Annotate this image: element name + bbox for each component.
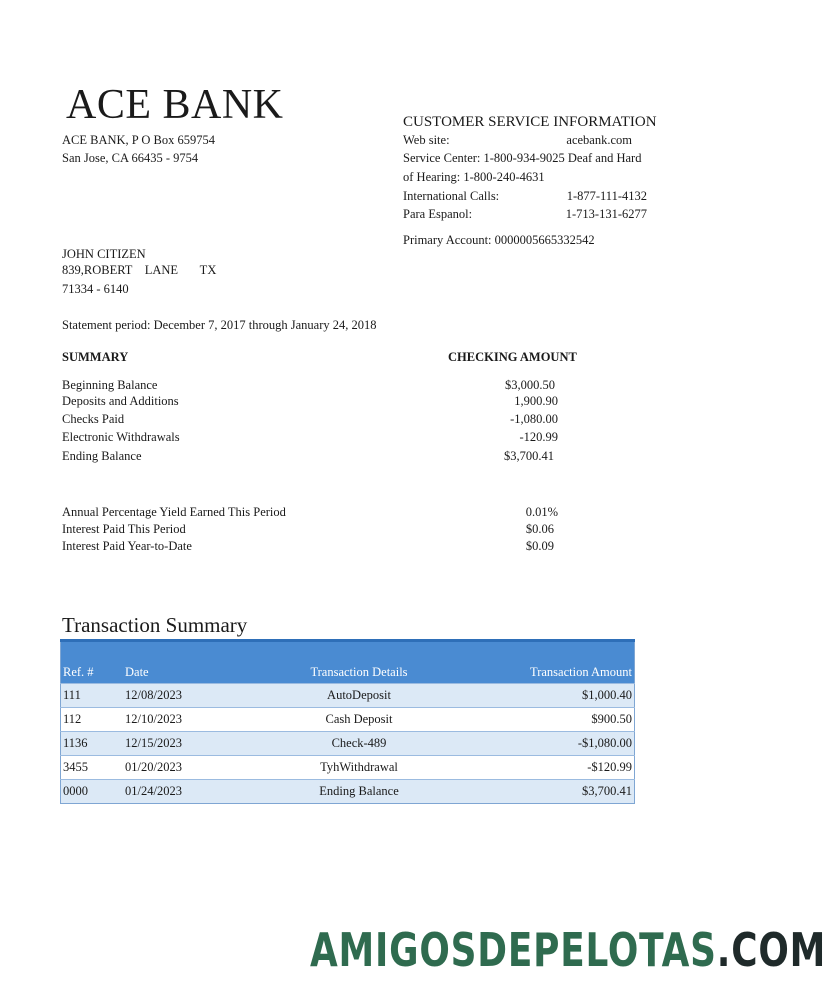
cell-ref: 1136 bbox=[61, 732, 124, 756]
bank-address-line2: San Jose, CA 66435 - 9754 bbox=[62, 151, 199, 165]
summary-row-label: Checks Paid bbox=[62, 412, 125, 426]
col-date-header: Date bbox=[123, 641, 247, 684]
summary-row-value: -120.99 bbox=[519, 430, 558, 444]
summary-row-label: Beginning Balance bbox=[62, 378, 158, 392]
cell-date: 12/15/2023 bbox=[123, 732, 247, 756]
watermark-main: AMIGOSDEPELOTAS bbox=[310, 923, 717, 977]
interest-row-value: 0.01% bbox=[525, 505, 558, 519]
table-row bbox=[61, 732, 635, 756]
website-label: Web site: bbox=[403, 133, 450, 147]
watermark bbox=[310, 920, 826, 980]
cell-amount: $3,700.41 bbox=[471, 780, 635, 804]
cell-date: 01/20/2023 bbox=[123, 756, 247, 780]
service-center-line1: Service Center: 1-800-934-9025 Deaf and Hard bbox=[403, 151, 642, 165]
cell-date: 12/10/2023 bbox=[123, 708, 247, 732]
statement-period: Statement period: December 7, 2017 through January 24, 2018 bbox=[62, 318, 377, 332]
customer-street: 839,ROBERT LANE TX bbox=[62, 263, 217, 277]
cell-ref: 111 bbox=[61, 684, 124, 708]
international-label: International Calls: bbox=[403, 189, 500, 203]
cell-date: 12/08/2023 bbox=[123, 684, 247, 708]
watermark-suffix: .COM bbox=[716, 923, 826, 977]
espanol-label: Para Espanol: bbox=[403, 207, 473, 221]
table-row bbox=[61, 756, 635, 780]
cell-ref: 3455 bbox=[61, 756, 124, 780]
transaction-summary-title: Transaction Summary bbox=[62, 613, 248, 637]
cell-date: 01/24/2023 bbox=[123, 780, 247, 804]
customer-service-title: CUSTOMER SERVICE INFORMATION bbox=[403, 114, 657, 130]
transaction-header-row bbox=[61, 641, 635, 684]
table-row bbox=[61, 708, 635, 732]
checking-amount-heading: CHECKING AMOUNT bbox=[448, 350, 577, 364]
cell-ref: 0000 bbox=[61, 780, 124, 804]
cell-details: TyhWithdrawal bbox=[247, 756, 471, 780]
website-row bbox=[403, 131, 647, 149]
interest-row-label: Interest Paid Year-to-Date bbox=[62, 539, 192, 553]
cell-amount: $900.50 bbox=[471, 708, 635, 732]
table-row bbox=[61, 684, 635, 708]
customer-zip: 71334 - 6140 bbox=[62, 282, 129, 296]
bank-address-line1: ACE BANK, P O Box 659754 bbox=[62, 133, 216, 147]
col-details-header: Transaction Details bbox=[247, 641, 471, 684]
interest-row-label: Annual Percentage Yield Earned This Period bbox=[62, 505, 286, 519]
cell-details: Cash Deposit bbox=[247, 708, 471, 732]
transaction-table bbox=[60, 639, 635, 804]
espanol-row bbox=[403, 205, 647, 223]
cell-amount: -$120.99 bbox=[471, 756, 635, 780]
espanol-value: 1-713-131-6277 bbox=[565, 207, 647, 221]
summary-row-label: Ending Balance bbox=[62, 449, 142, 463]
summary-row-value: 1,900.90 bbox=[514, 394, 558, 408]
customer-name: JOHN CITIZEN bbox=[62, 247, 146, 261]
international-row bbox=[403, 187, 647, 205]
summary-row-label: Electronic Withdrawals bbox=[62, 430, 180, 444]
summary-row-label: Deposits and Additions bbox=[62, 394, 179, 408]
bank-name: ACE BANK bbox=[66, 82, 284, 128]
primary-account: Primary Account: 0000005665332542 bbox=[403, 233, 595, 247]
summary-row-value: $3,000.50 bbox=[505, 378, 555, 392]
summary-row-value: $3,700.41 bbox=[504, 449, 554, 463]
interest-row-value: $0.06 bbox=[525, 522, 554, 536]
table-row bbox=[61, 780, 635, 804]
interest-row-label: Interest Paid This Period bbox=[62, 522, 186, 536]
cell-ref: 112 bbox=[61, 708, 124, 732]
cell-details: Ending Balance bbox=[247, 780, 471, 804]
summary-heading: SUMMARY bbox=[62, 350, 129, 364]
summary-row-value: -1,080.00 bbox=[510, 412, 558, 426]
interest-row-value: $0.09 bbox=[525, 539, 554, 553]
cell-details: AutoDeposit bbox=[247, 684, 471, 708]
cell-details: Check-489 bbox=[247, 732, 471, 756]
service-center-line2: of Hearing: 1-800-240-4631 bbox=[403, 170, 545, 184]
website-value: acebank.com bbox=[566, 133, 632, 147]
col-ref-header: Ref. # bbox=[61, 641, 124, 684]
international-value: 1-877-111-4132 bbox=[566, 189, 647, 203]
cell-amount: -$1,080.00 bbox=[471, 732, 635, 756]
col-amount-header: Transaction Amount bbox=[471, 641, 635, 684]
cell-amount: $1,000.40 bbox=[471, 684, 635, 708]
